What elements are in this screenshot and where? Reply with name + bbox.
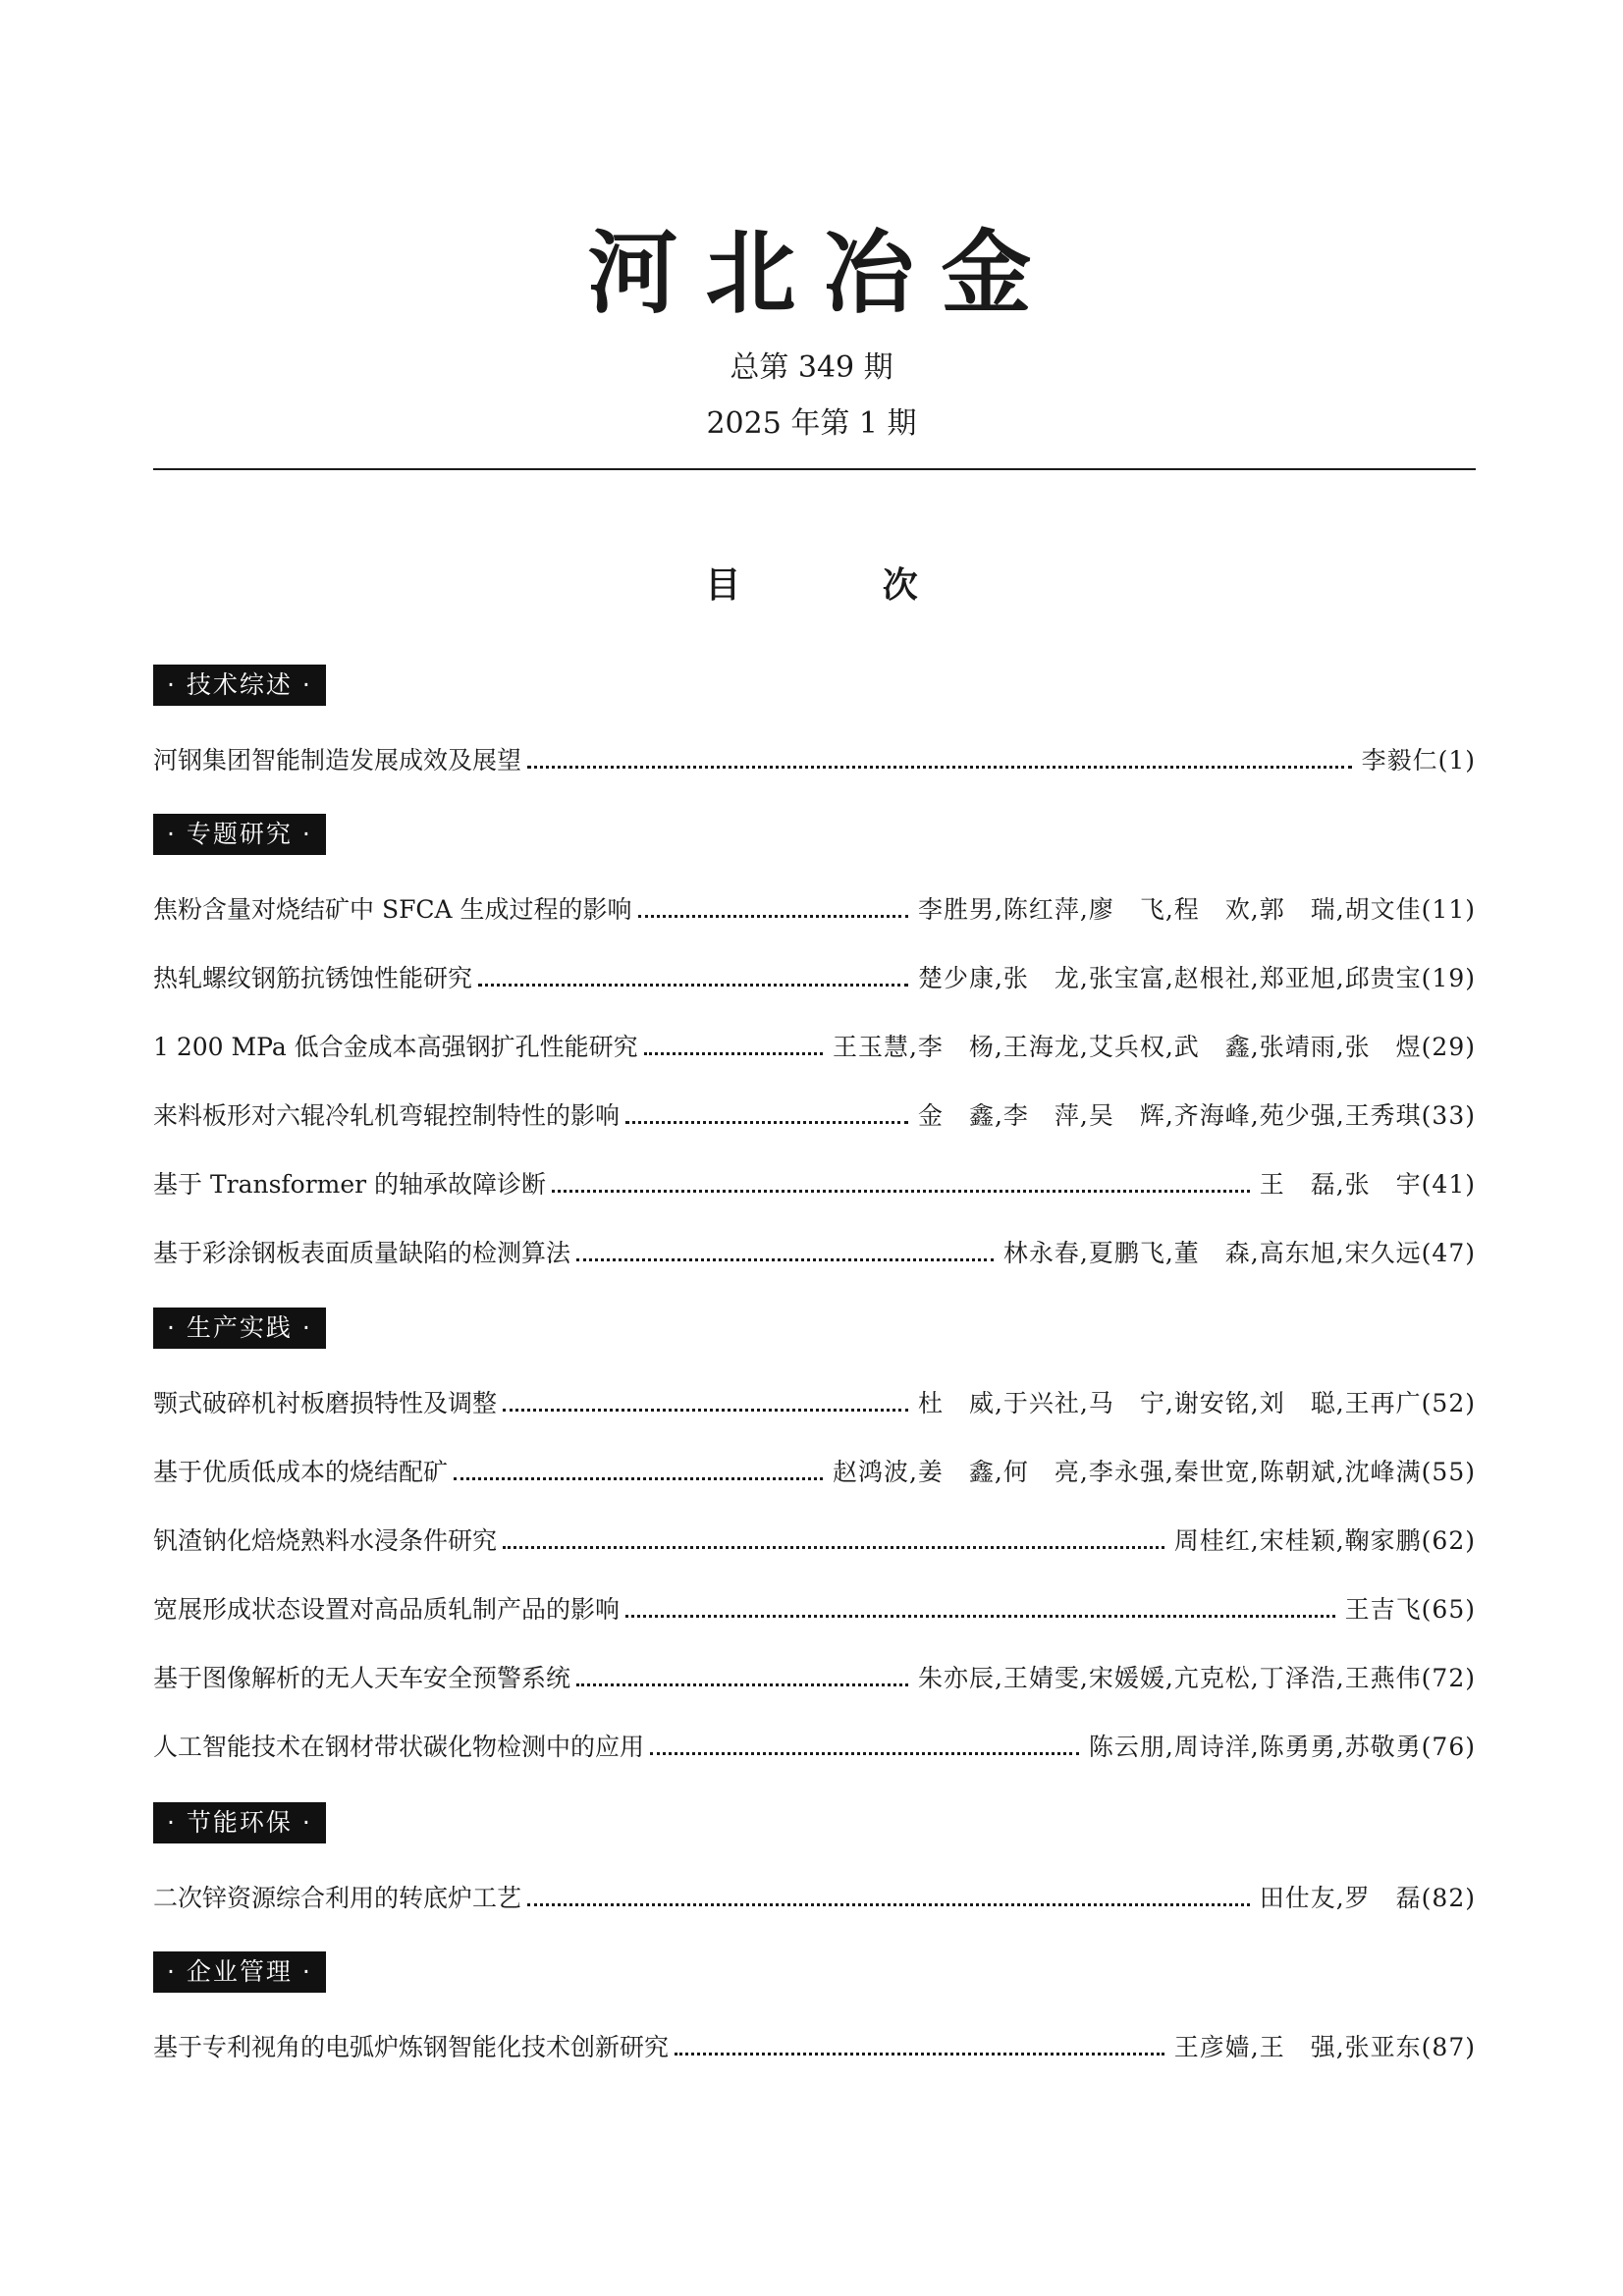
entry-authors: 王 磊,张 宇(41) [1259,1170,1476,1199]
dot-leader [527,1903,1250,1906]
entry-authors: 田仕友,罗 磊(82) [1259,1884,1476,1912]
entry-title: 二次锌资源综合利用的转底炉工艺 [153,1884,522,1912]
entry-title: 颚式破碎机衬板磨损特性及调整 [153,1389,498,1417]
dot-leader [527,766,1352,769]
entry-authors: 楚少康,张 龙,张宝富,赵根社,郑亚旭,邱贵宝(19) [917,964,1476,992]
dot-leader [625,1121,908,1124]
toc-entry[interactable] [153,1381,1476,1420]
section-tag: · 节能环保 · [153,1802,326,1843]
entry-title: 焦粉含量对烧结矿中 SFCA 生成过程的影响 [153,895,632,924]
dot-leader [503,1409,908,1412]
entry-title: 钒渣钠化焙烧熟料水浸条件研究 [153,1526,498,1555]
toc-entry[interactable] [153,1450,1476,1489]
toc-entry[interactable] [153,1231,1476,1270]
entry-title: 基于优质低成本的烧结配矿 [153,1458,449,1486]
dot-leader [478,984,908,987]
entry-authors: 杜 威,于兴社,马 宁,谢安铭,刘 聪,王再广(52) [917,1389,1476,1417]
issue-year: 2025 年第 1 期 [706,406,917,441]
toc-entry[interactable] [153,1876,1476,1915]
toc-entry[interactable] [153,956,1476,995]
header-rule [153,468,1476,470]
entry-title: 宽展形成状态设置对高品质轧制产品的影响 [153,1595,621,1624]
dot-leader [675,2053,1164,2056]
entry-authors: 朱亦辰,王婧雯,宋媛媛,亢克松,丁泽浩,王燕伟(72) [917,1664,1476,1692]
toc-entry[interactable] [153,1094,1476,1133]
entry-title: 基于 Transformer 的轴承故障诊断 [153,1170,547,1199]
toc-entry[interactable] [153,887,1476,927]
entry-authors: 赵鸿波,姜 鑫,何 亮,李永强,秦世宽,陈朝斌,沈峰满(55) [832,1458,1476,1486]
entry-title: 来料板形对六辊冷轧机弯辊控制特性的影响 [153,1101,621,1130]
entry-authors: 金 鑫,李 萍,吴 辉,齐海峰,苑少强,王秀琪(33) [917,1101,1476,1130]
entry-title: 1 200 MPa 低合金成本高强钢扩孔性能研究 [153,1033,638,1061]
entry-authors: 王彦嫱,王 强,张亚东(87) [1173,2033,1476,2061]
dot-leader [454,1477,823,1480]
entry-authors: 李胜男,陈红萍,廖 飞,程 欢,郭 瑞,胡文佳(11) [917,895,1476,924]
toc-entry[interactable] [153,1519,1476,1558]
dot-leader [638,915,908,918]
toc-entry[interactable] [153,738,1476,777]
entry-authors: 林永春,夏鹏飞,董 森,高东旭,宋久远(47) [1002,1239,1476,1267]
entry-title: 基于彩涂钢板表面质量缺陷的检测算法 [153,1239,571,1267]
entry-authors: 李毅仁(1) [1361,746,1476,774]
section-tag: · 生产实践 · [153,1308,326,1349]
dot-leader [576,1683,908,1686]
section-tag: · 企业管理 · [153,1951,326,1993]
dot-leader [650,1752,1079,1755]
journal-title: 河北冶金 [587,220,1059,326]
toc-entry[interactable] [153,1587,1476,1627]
entry-authors: 陈云朋,周诗洋,陈勇勇,苏敬勇(76) [1088,1733,1476,1761]
toc-heading: 目 次 [705,564,983,606]
dot-leader [644,1052,823,1055]
dot-leader [552,1190,1250,1193]
section-tag: · 技术综述 · [153,665,326,706]
entry-title: 人工智能技术在钢材带状碳化物检测中的应用 [153,1733,645,1761]
entry-authors: 周桂红,宋桂颖,鞠家鹏(62) [1173,1526,1476,1555]
toc-entry[interactable] [153,1162,1476,1201]
section-tag: · 专题研究 · [153,814,326,855]
dot-leader [576,1258,994,1261]
dot-leader [503,1546,1164,1549]
entry-authors: 王玉慧,李 杨,王海龙,艾兵权,武 鑫,张靖雨,张 煜(29) [832,1033,1476,1061]
toc-entry[interactable] [153,1725,1476,1764]
entry-title: 热轧螺纹钢筋抗锈蚀性能研究 [153,964,473,992]
dot-leader [625,1615,1335,1618]
toc-entry[interactable] [153,1025,1476,1064]
toc-entry[interactable] [153,2025,1476,2064]
entry-authors: 王吉飞(65) [1344,1595,1476,1624]
toc-entry[interactable] [153,1656,1476,1695]
entry-title: 基于专利视角的电弧炉炼钢智能化技术创新研究 [153,2033,670,2061]
entry-title: 河钢集团智能制造发展成效及展望 [153,746,522,774]
entry-title: 基于图像解析的无人天车安全预警系统 [153,1664,571,1692]
issue-total: 总第 349 期 [730,350,893,385]
